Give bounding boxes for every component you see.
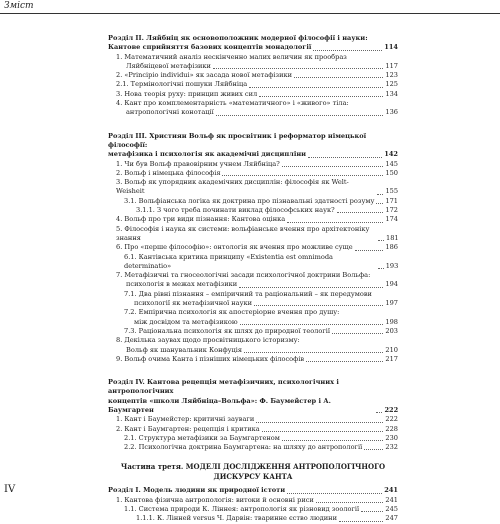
toc-entry — [108, 496, 398, 505]
leader-dots — [256, 422, 383, 423]
toc-entry-page: 245 — [385, 505, 398, 514]
toc-entry-page: 230 — [385, 433, 398, 442]
leader-dots — [332, 333, 383, 334]
toc-entry-text: 4. Кант про комплементарність «математичного» і «живого» тіла: — [116, 99, 349, 108]
toc-entry-page: 150 — [385, 168, 398, 177]
toc-entry-page: 172 — [385, 206, 398, 215]
page-number: IV — [4, 484, 16, 495]
leader-dots — [316, 502, 384, 503]
toc-entry-page: 210 — [385, 345, 398, 354]
table-of-contents — [108, 26, 398, 524]
running-header-title: Зміст — [4, 1, 34, 11]
toc-entry-text: 1. Математичний аналіз нескінченно малих величин як прообраз — [116, 52, 347, 61]
toc-entry-text: 1.1.1. К. Лінней versus Ч. Дарвін: тваринне єство людини — [136, 514, 337, 523]
toc-entry-page: 203 — [385, 326, 398, 335]
leader-dots — [306, 361, 383, 362]
toc-entry-page: 117 — [385, 61, 398, 70]
toc-entry-page: 197 — [385, 299, 398, 308]
toc-entry-text: 1.1. Система природи К. Ліннея: антропологія як різновид зоології — [124, 505, 360, 514]
toc-entry-text: 4. Вольф про три види пізнання: Кантова оцінка — [116, 215, 286, 224]
toc-entry-text: 2. Вольф і німецька філософія — [116, 168, 221, 177]
toc-entry — [108, 336, 398, 355]
toc-entry-text: 6. Про «перше філософію»: онтологія як вчення про можливе суще — [116, 243, 353, 252]
section-2-items — [108, 53, 398, 118]
toc-entry — [108, 80, 398, 89]
toc-entry-page: 217 — [385, 354, 398, 363]
leader-dots — [378, 240, 384, 241]
leader-dots — [213, 68, 383, 69]
section-4-items — [108, 415, 398, 452]
toc-entry-text: психології як метафізичної науки — [134, 299, 252, 308]
leader-dots — [282, 166, 384, 167]
toc-entry — [108, 243, 398, 252]
header-divider — [0, 13, 500, 14]
toc-entry-text: 2. Кант і Баумгартен: рецепція і критика — [116, 424, 260, 433]
toc-entry — [108, 425, 398, 434]
leader-dots — [244, 352, 383, 353]
toc-entry-page: 174 — [385, 215, 398, 224]
toc-entry — [108, 169, 398, 178]
toc-entry-text: психологія в межах метафізики — [126, 280, 238, 289]
toc-entry-page: 134 — [385, 89, 398, 98]
toc-entry-page: 145 — [385, 159, 398, 168]
toc-entry-text: 5. Філософія і наука як системи: вольфіанське вчення про архітектоніку знання — [116, 224, 370, 242]
toc-entry — [108, 215, 398, 224]
leader-dots — [216, 115, 384, 116]
leader-dots — [355, 250, 384, 251]
leader-dots — [222, 175, 383, 176]
toc-entry-page: 136 — [385, 108, 398, 117]
toc-entry-text: антропологічні конотації — [126, 108, 214, 117]
leader-dots — [240, 324, 384, 325]
toc-entry-text: 1. Кант і Баумейстер: критичні зауваги — [116, 415, 255, 424]
section-4-title: Розділ IV. Кантова рецепція метафізичних, психологічних і антропологічних концептів «школи Ляйбніца–Вольфа»: Ф. Баумейстер і А. Баумгартен 222 — [108, 378, 399, 414]
toc-entry-page: 194 — [385, 280, 398, 289]
toc-entry-text: між досвідом та метафізикою — [134, 317, 238, 326]
toc-entry-text: 3. Нова теорія руху: принцип живих сил — [116, 89, 258, 98]
toc-entry-text: 7. Метафізичні та гносеологічні засади психологічної доктрини Вольфа: — [116, 271, 371, 280]
toc-entry-page: 247 — [385, 514, 398, 523]
toc-entry — [108, 415, 398, 424]
toc-entry-page: 123 — [385, 71, 398, 80]
toc-entry — [108, 308, 398, 327]
toc-entry — [108, 206, 398, 215]
toc-entry-text: 9. Вольф очима Канта і пізніших німецьких філософів — [116, 354, 305, 363]
toc-entry-page: 232 — [385, 443, 398, 452]
toc-entry — [108, 505, 398, 514]
leader-dots — [239, 287, 383, 288]
leader-dots — [262, 431, 384, 432]
toc-entry-text: 7.1. Два рівні пізнання – емпіричний та раціональний – як передумови — [124, 289, 372, 298]
leader-dots — [294, 77, 383, 78]
toc-entry-text: 1. Кантова фізична антропологія: витоки й основні риси — [116, 495, 314, 504]
toc-entry-page: 193 — [385, 261, 399, 270]
toc-entry — [108, 271, 398, 290]
leader-dots — [376, 203, 383, 204]
toc-entry — [108, 197, 398, 206]
toc-entry-text: 3.1. Вольфіанська логіка як доктрина про пізнавальні здатності розуму — [124, 196, 375, 205]
part-3-title: Частина третя. МОДЕЛІ ДОСЛІДЖЕННЯ АНТРОПОЛОГІЧНОГО ДИСКУРСУ КАНТА — [120, 462, 386, 482]
toc-entry-page: 222 — [385, 415, 398, 424]
toc-entry-text: 3.1.1. З чого треба починати виклад філософських наук? — [136, 206, 335, 215]
toc-entry-text: 6.1. Кантівська критика принципу «Existentia est omnimoda determinatio» — [124, 252, 333, 270]
section-3-items — [108, 160, 398, 365]
toc-entry — [108, 434, 398, 443]
toc-entry-text: 1. Чи був Вольф правовірним учнем Ляйбніца? — [116, 159, 280, 168]
toc-entry-page: 125 — [385, 80, 398, 89]
leader-dots — [287, 222, 383, 223]
toc-entry-text: 2.1. Термінологічні пошуки Ляйбніца — [116, 80, 248, 89]
toc-entry — [108, 290, 398, 309]
toc-entry — [108, 178, 398, 197]
toc-entry-text: 2.2. Психологічна доктрина Баумгартена: на шляху до антропології — [124, 443, 363, 452]
toc-entry — [108, 225, 398, 244]
toc-entry — [108, 355, 398, 364]
leader-dots — [337, 212, 384, 213]
toc-entry-page: 186 — [385, 243, 398, 252]
toc-entry — [108, 327, 398, 336]
toc-entry-page: 198 — [385, 317, 398, 326]
leader-dots — [361, 511, 383, 512]
leader-dots — [249, 87, 383, 88]
toc-entry-page: 171 — [385, 196, 398, 205]
part-3-section-1-title: Розділ І. Модель людини як природної істоти 241 — [108, 486, 398, 495]
toc-entry — [108, 443, 398, 452]
toc-entry-page: 181 — [386, 233, 399, 242]
leader-dots — [339, 521, 383, 522]
toc-entry — [108, 53, 398, 72]
toc-entry-page: 241 — [385, 495, 398, 504]
toc-entry-page: 155 — [385, 187, 399, 196]
toc-entry-page: 228 — [385, 424, 398, 433]
toc-entry-text: Вольф як шанувальник Конфуція — [126, 345, 243, 354]
leader-dots — [378, 268, 384, 269]
toc-entry-text: 2. «Principio individui» як засада нової метафізики — [116, 71, 293, 80]
leader-dots — [377, 194, 383, 195]
toc-entry — [108, 160, 398, 169]
toc-entry — [108, 514, 398, 523]
section-3-title: Розділ III. Християн Вольф як просвітник і реформатор німецької філософії: метафізика і психологія як академічні дисципліни 142 — [108, 131, 398, 159]
toc-entry — [108, 90, 398, 99]
leader-dots — [254, 305, 383, 306]
leader-dots — [364, 449, 383, 450]
toc-entry-text: 7.3. Раціональна психологія як шлях до природної теології — [124, 326, 331, 335]
leader-dots — [282, 440, 383, 441]
running-header — [0, 0, 500, 14]
toc-entry — [108, 253, 398, 272]
toc-entry-text: 7.2. Емпірична психологія як апостеріорне вчення про душу: — [124, 308, 340, 317]
section-2-title: Розділ II. Ляйбніц як основоположник модерної філософії і науки: Кантове сприйняття базових концептів монадології 114 — [108, 34, 398, 52]
toc-entry-text: 3. Вольф як упорядник академічних дисциплін: філософія як Welt-Weisheit — [116, 178, 349, 196]
toc-entry — [108, 71, 398, 80]
toc-entry-text: 8. Декілька заувах щодо просвітницького історизму: — [116, 336, 300, 345]
toc-entry — [108, 99, 398, 118]
leader-dots — [259, 96, 383, 97]
toc-entry-text: 2.1. Структура метафізики за Баумгартеном — [124, 433, 280, 442]
toc-entry-text: Ляйбніцевої метафізики — [126, 61, 211, 70]
